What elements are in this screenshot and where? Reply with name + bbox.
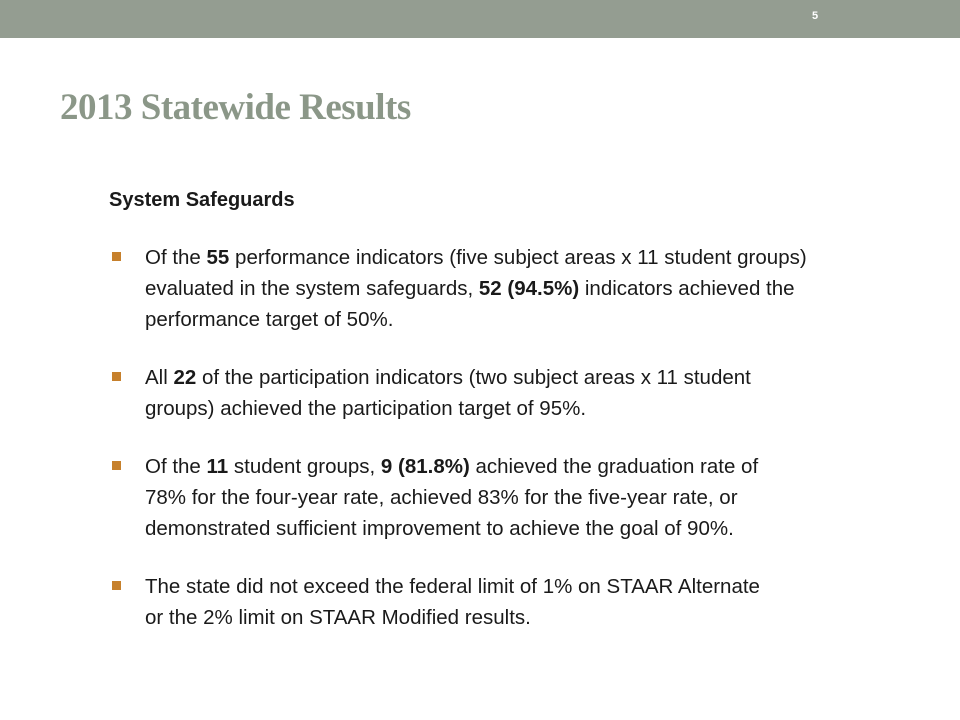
text-run-bold: 22 — [173, 366, 197, 389]
square-bullet-icon — [112, 252, 121, 261]
header — [0, 0, 960, 38]
section-heading: System Safeguards — [109, 189, 295, 211]
text-run-bold: 9 (81.8%) — [380, 455, 470, 478]
text-run: Of the — [145, 455, 207, 478]
bullet-line: or the 2% limit on STAAR Modified results. — [145, 606, 531, 629]
bullet-text — [145, 571, 949, 633]
text-run: of the participation indicators (two subject areas x 11 student — [196, 366, 751, 389]
bullet-item — [109, 451, 949, 544]
text-run: All — [145, 366, 174, 389]
text-run-bold: 11 — [206, 455, 229, 478]
bullet-text — [145, 451, 949, 544]
square-bullet-icon — [112, 581, 121, 590]
bullet-line: performance target of 50%. — [145, 308, 394, 331]
square-bullet-icon — [112, 372, 121, 381]
bullet-line — [145, 362, 949, 393]
bullet-item — [109, 571, 949, 633]
text-run: achieved the graduation rate of — [469, 455, 759, 478]
text-run-bold: 55 — [206, 246, 230, 269]
slide-number: 5 — [811, 10, 819, 22]
text-run: performance indicators (five subject areas x 11 student groups) — [229, 246, 807, 269]
bullet-item — [109, 362, 949, 424]
text-run: evaluated in the system safeguards, — [145, 277, 479, 300]
text-run-bold: 52 (94.5%) — [478, 277, 580, 300]
bullet-line: The state did not exceed the federal limit of 1% on STAAR Alternate — [145, 575, 760, 598]
text-run: student groups, — [228, 455, 381, 478]
bullet-line — [145, 242, 949, 273]
bullet-line: groups) achieved the participation target of 95%. — [145, 397, 587, 420]
bullet-line: 78% for the four-year rate, achieved 83% for the five-year rate, or — [145, 486, 738, 509]
bullet-line — [145, 451, 949, 482]
bullet-item — [109, 242, 949, 335]
bullet-line: demonstrated sufficient improvement to achieve the goal of 90%. — [145, 517, 734, 540]
slide-content — [109, 186, 949, 660]
text-run: indicators achieved the — [579, 277, 795, 300]
bullet-text — [145, 242, 949, 335]
slide-title: 2013 Statewide Results — [60, 87, 411, 128]
square-bullet-icon — [112, 461, 121, 470]
text-run: Of the — [145, 246, 207, 269]
bullet-line — [145, 273, 949, 304]
bullet-text — [145, 362, 949, 424]
